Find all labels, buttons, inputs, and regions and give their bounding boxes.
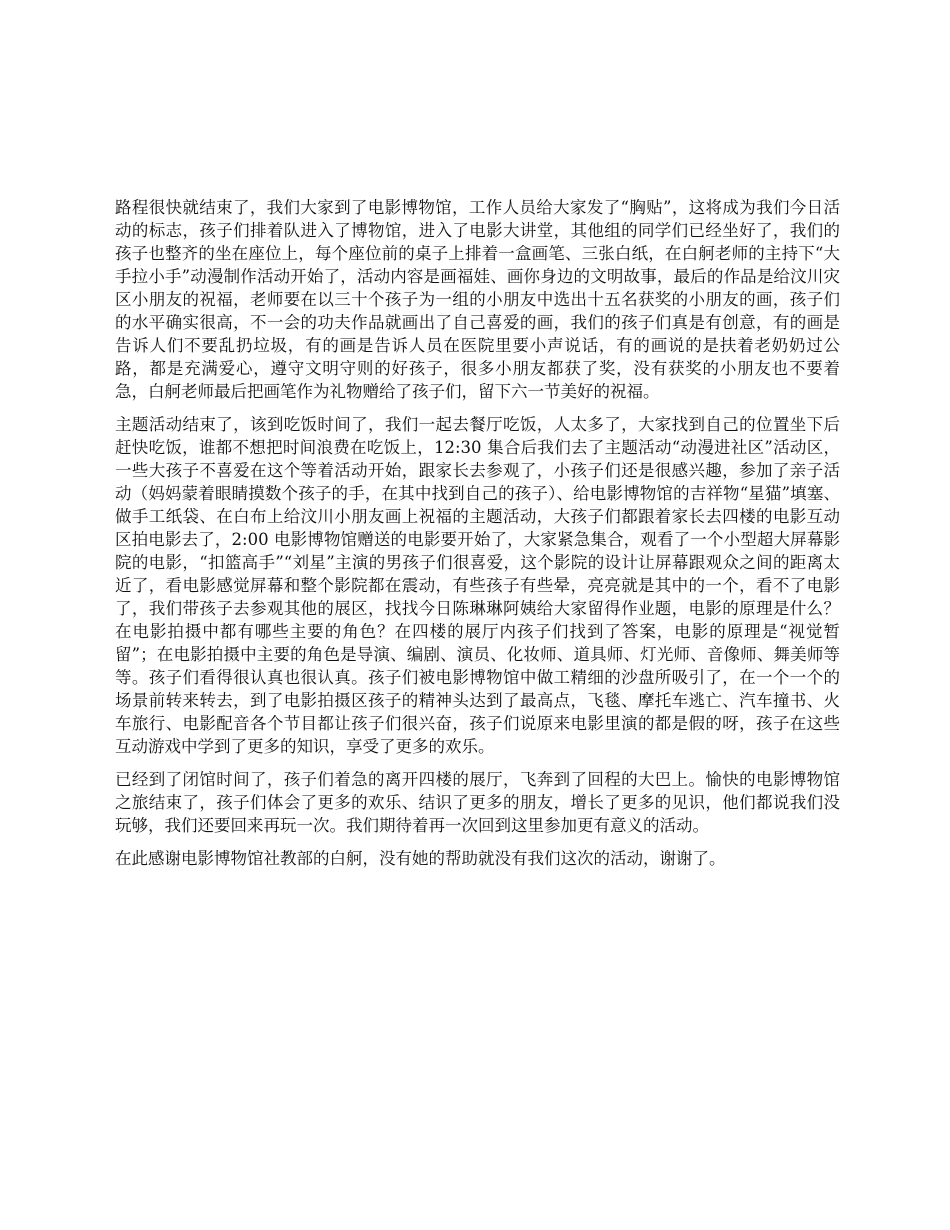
paragraph-3: 已经到了闭馆时间了，孩子们着急的离开四楼的展厅，飞奔到了回程的大巴上。愉快的电影博物馆之旅结束了，孩子们体会了更多的欢乐、结识了更多的朋友，增长了更多的见识，他们都说我们没玩够，我们还要回来再玩一次。我们期待着再一次回到这里参加更有意义的活动。 [115,770,840,835]
document-body [115,196,840,880]
paragraph-2: 主题活动结束了，该到吃饭时间了，我们一起去餐厅吃饭，人太多了，大家找到自己的位置坐下后赶快吃饭，谁都不想把时间浪费在吃饭上，12:30 集合后我们去了主题活动“动漫进社区”活动区，一些大孩子不喜爱在这个等着活动开始，跟家长去参观了，小孩子们还是很感兴趣，参加了亲子活动（妈妈蒙着眼睛摸数个孩子的手，在其中找到自己的孩子）、给电影博物馆的吉祥物“星猫”填塞、做手工纸袋、在白布上给汶川小朋友画上祝福的主题活动，大孩子们都跟着家长去四楼的电影互动区拍电影去了，2:00 电影博物馆赠送的电影要开始了，大家紧急集合，观看了一个小型超大屏幕影院的电影，“扣篮高手”“刘星”主演的男孩子们很喜爱，这个影院的设计让屏幕跟观众之间的距离太近了，看电影感觉屏幕和整个影院都在震动，有些孩子有些晕，亮亮就是其中的一个，看不了电影了，我们带孩子去参观其他的展区，找找今日陈琳琳阿姨给大家留得作业题，电影的原理是什么？在电影拍摄中都有哪些主要的角色？在四楼的展厅内孩子们找到了答案，电影的原理是“视觉暂留”；在电影拍摄中主要的角色是导演、编剧、演员、化妆师、道具师、灯光师、音像师、舞美师等等。孩子们看得很认真也很认真。孩子们被电影博物馆中做工精细的沙盘所吸引了，在一个一个的场景前转来转去，到了电影拍摄区孩子的精神头达到了最高点，飞毯、摩托车逃亡、汽车撞书、火车旅行、电影配音各个节目都让孩子们很兴奋，孩子们说原来电影里演的都是假的呀，孩子在这些互动游戏中学到了更多的知识，享受了更多的欢乐。 [115,415,840,756]
paragraph-1: 路程很快就结束了，我们大家到了电影博物馆，工作人员给大家发了“胸贴”，这将成为我们今日活动的标志，孩子们排着队进入了博物馆，进入了电影大讲堂，其他组的同学们已经坐好了，我们的孩子也整齐的坐在座位上，每个座位前的桌子上排着一盒画笔、三张白纸，在白舸老师的主持下“大手拉小手”动漫制作活动开始了，活动内容是画福娃、画你身边的文明故事，最后的作品是给汶川灾区小朋友的祝福，老师要在以三十个孩子为一组的小朋友中选出十五名获奖的小朋友的画，孩子们的水平确实很高，不一会的功夫作品就画出了自己喜爱的画，我们的孩子们真是有创意，有的画是告诉人们不要乱扔垃圾，有的画是告诉人员在医院里要小声说话，有的画说的是扶着老奶奶过公路，都是充满爱心，遵守文明守则的好孩子，很多小朋友都获了奖，没有获奖的小朋友也不要着急，白舸老师最后把画笔作为礼物赠给了孩子们，留下六一节美好的祝福。 [115,198,840,401]
paragraph-4: 在此感谢电影博物馆社教部的白舸，没有她的帮助就没有我们这次的活动，谢谢了。 [115,849,726,868]
